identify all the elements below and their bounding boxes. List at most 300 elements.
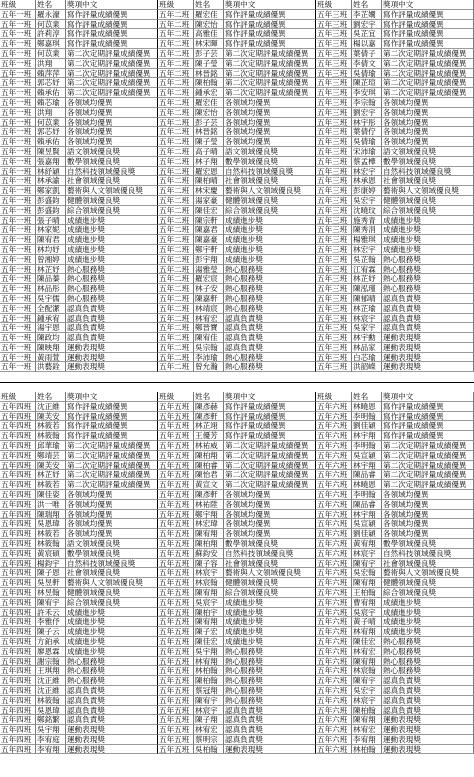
name-cell: 鍾承宏 — [194, 88, 224, 98]
table-row — [0, 98, 474, 108]
table-row — [0, 69, 474, 79]
award-cell: 運動表現獎 — [382, 745, 474, 755]
name-cell: 林昱翰 — [36, 588, 66, 598]
table-row — [0, 549, 474, 559]
award-cell: 獎項中文 — [66, 392, 158, 402]
class-cell: 五年一班 — [0, 333, 36, 343]
class-cell: 五年五班 — [158, 637, 194, 647]
award-cell: 熱心服務獎 — [382, 657, 474, 667]
table-row — [0, 216, 474, 226]
name-cell: 陳柏翰 — [194, 676, 224, 686]
class-cell: 五年五班 — [158, 441, 194, 451]
class-cell: 五年一班 — [0, 137, 36, 147]
name-cell: 林芷翊 — [194, 421, 224, 431]
award-cell: 藝術與人文領域優良獎 — [382, 186, 474, 196]
class-cell: 五年五班 — [158, 470, 194, 480]
table-row — [0, 715, 474, 725]
class-cell: 五年一班 — [0, 274, 36, 284]
name-cell: 林柏翰 — [352, 745, 382, 755]
class-cell: 五年三班 — [316, 20, 352, 30]
name-cell: 楊以嘉 — [352, 39, 382, 49]
name-cell: 陳宏怡 — [194, 108, 224, 118]
class-cell: 五年五班 — [158, 706, 194, 716]
award-cell: 熱心服務獎 — [224, 696, 316, 706]
table-row — [0, 480, 474, 490]
table-row — [0, 323, 474, 333]
award-cell: 各領域均優異 — [66, 127, 158, 137]
class-cell: 班級 — [158, 0, 194, 10]
award-cell: 成績進步獎 — [224, 608, 316, 618]
class-cell: 五年二班 — [158, 323, 194, 333]
class-cell: 五年一班 — [0, 304, 36, 314]
name-cell: 吳倩瑜 — [352, 69, 382, 79]
name-cell: 吳宸宇 — [352, 608, 382, 618]
class-cell: 五年五班 — [158, 608, 194, 618]
class-cell: 五年三班 — [316, 118, 352, 128]
name-cell: 彭盛鈞 — [36, 206, 66, 216]
table-row — [0, 568, 474, 578]
class-cell: 五年一班 — [0, 108, 36, 118]
name-cell: 林宸翰 — [352, 666, 382, 676]
name-cell: 洪韶嶸 — [352, 362, 382, 372]
class-cell: 五年二班 — [158, 304, 194, 314]
award-cell: 數學領域優良獎 — [66, 549, 158, 559]
award-cell: 成績進步獎 — [66, 647, 158, 657]
name-cell: 李芷嫺 — [352, 10, 382, 20]
award-cell: 各領域均優異 — [224, 490, 316, 500]
class-cell: 五年二班 — [158, 118, 194, 128]
award-cell: 藝術與人文領域優良獎 — [66, 578, 158, 588]
award-cell: 各領域均優異 — [224, 118, 316, 128]
class-cell: 五年六班 — [316, 470, 352, 480]
award-cell: 成績進步獎 — [382, 617, 474, 627]
class-cell: 五年五班 — [158, 421, 194, 431]
class-cell: 五年四班 — [0, 402, 36, 412]
class-cell: 班級 — [158, 392, 194, 402]
name-cell: 林筱翰 — [36, 696, 66, 706]
name-cell: 李明翰 — [352, 441, 382, 451]
name-cell: 李明翰 — [352, 490, 382, 500]
table-row — [0, 137, 474, 147]
award-cell: 熱心服務獎 — [224, 274, 316, 284]
name-cell: 陳泓瑾 — [352, 284, 382, 294]
name-cell: 陳映翔 — [36, 343, 66, 353]
class-cell: 五年六班 — [316, 510, 352, 520]
name-cell: 洪一唯 — [36, 500, 66, 510]
award-cell: 成績進步獎 — [224, 245, 316, 255]
award-cell: 各領域均優異 — [66, 529, 158, 539]
name-cell: 陳秀涓 — [352, 225, 382, 235]
name-cell: 陳宥宇 — [36, 598, 66, 608]
award-cell: 數學領域優良獎 — [66, 157, 158, 167]
name-cell: 林筱翰 — [36, 431, 66, 441]
award-cell: 第二次定期評量成績優異 — [382, 59, 474, 69]
class-cell: 五年一班 — [0, 196, 36, 206]
name-cell: 林芷妤 — [36, 265, 66, 275]
class-cell: 五年二班 — [158, 314, 194, 324]
award-cell: 寫作評量成績優異 — [224, 20, 316, 30]
class-cell: 五年四班 — [0, 568, 36, 578]
name-cell: 沈正維 — [36, 686, 66, 696]
award-cell: 各領域均優異 — [66, 108, 158, 118]
class-cell: 五年四班 — [0, 431, 36, 441]
name-cell: 吳芷翰 — [352, 255, 382, 265]
class-cell: 五年五班 — [158, 657, 194, 667]
award-cell: 成績進步獎 — [66, 637, 158, 647]
class-cell: 五年三班 — [316, 69, 352, 79]
award-cell: 熱心服務獎 — [224, 265, 316, 275]
award-cell: 第二次定期評量成績優異 — [224, 441, 316, 451]
name-cell: 姓名 — [194, 0, 224, 10]
name-cell: 陳子瑩 — [194, 59, 224, 69]
name-cell: 羅宏佳 — [194, 98, 224, 108]
award-cell: 運動表現獎 — [66, 745, 158, 755]
award-cell: 認真負責獎 — [66, 686, 158, 696]
name-cell: 吳宇儒 — [36, 294, 66, 304]
award-cell: 社會領域優良獎 — [66, 176, 158, 186]
award-cell: 第二次定期評量成績優異 — [382, 441, 474, 451]
award-cell: 社會領域優良獎 — [224, 559, 316, 569]
award-cell: 第二次定期評量成績優異 — [382, 69, 474, 79]
class-cell: 班級 — [316, 392, 352, 402]
name-cell: 林均妤 — [36, 245, 66, 255]
award-cell: 數學領域優良獎 — [224, 539, 316, 549]
award-cell: 健體領域優良獎 — [382, 196, 474, 206]
award-cell: 各領域均優異 — [66, 98, 158, 108]
award-cell: 各領域均優異 — [382, 108, 474, 118]
table-row — [0, 735, 474, 745]
table-row — [0, 490, 474, 500]
class-cell: 五年二班 — [158, 157, 194, 167]
award-cell: 自然科技領域優良獎 — [224, 549, 316, 559]
table-row — [0, 637, 474, 647]
class-cell: 五年五班 — [158, 431, 194, 441]
name-cell: 彭子芸 — [194, 118, 224, 128]
name-cell: 陳柏宇 — [194, 608, 224, 618]
award-cell: 各領域均優異 — [224, 519, 316, 529]
class-cell: 五年六班 — [316, 588, 352, 598]
class-cell: 五年五班 — [158, 539, 194, 549]
class-cell: 五年六班 — [316, 686, 352, 696]
name-cell: 林宸宇 — [352, 549, 382, 559]
award-cell: 成績進步獎 — [224, 225, 316, 235]
award-cell: 第二次定期評量成績優異 — [224, 69, 316, 79]
name-cell: 吳昱軒 — [36, 578, 66, 588]
class-cell: 五年四班 — [0, 461, 36, 471]
award-cell: 寫作評量成績優異 — [66, 29, 158, 39]
table-row — [0, 402, 474, 412]
name-cell: 陳芙安 — [36, 461, 66, 471]
name-cell: 洪翔 — [36, 108, 66, 118]
award-cell: 寫作評量成績優異 — [382, 20, 474, 30]
class-cell: 五年四班 — [0, 715, 36, 725]
class-cell: 五年三班 — [316, 39, 352, 49]
name-cell: 黃宸碩 — [36, 549, 66, 559]
award-cell: 第二次定期評量成績優異 — [382, 78, 474, 88]
award-cell: 各領域均優異 — [382, 510, 474, 520]
table-row — [0, 78, 474, 88]
award-table-bottom — [0, 392, 474, 754]
name-cell: 姓名 — [194, 392, 224, 402]
class-cell: 五年五班 — [158, 725, 194, 735]
name-cell: 陳品睿 — [352, 500, 382, 510]
table-row — [0, 157, 474, 167]
table-row — [0, 470, 474, 480]
award-cell: 各領域均優異 — [382, 98, 474, 108]
name-cell: 陳瑞翔 — [36, 510, 66, 520]
award-cell: 成績進步獎 — [66, 617, 158, 627]
class-cell: 五年一班 — [0, 284, 36, 294]
award-cell: 各領域均優異 — [66, 500, 158, 510]
class-cell: 五年二班 — [158, 49, 194, 59]
class-cell: 五年一班 — [0, 39, 36, 49]
award-cell: 藝術與人文領域優良獎 — [224, 186, 316, 196]
class-cell: 五年三班 — [316, 245, 352, 255]
class-cell: 五年三班 — [316, 304, 352, 314]
table-row — [0, 529, 474, 539]
name-cell: 林宇翔 — [352, 510, 382, 520]
name-cell: 林芷瑜 — [352, 304, 382, 314]
class-cell: 五年二班 — [158, 39, 194, 49]
class-cell: 五年六班 — [316, 451, 352, 461]
table-row — [0, 274, 474, 284]
class-cell: 五年一班 — [0, 265, 36, 275]
class-cell: 五年一班 — [0, 225, 36, 235]
class-cell: 五年五班 — [158, 412, 194, 422]
award-cell: 運動表現獎 — [382, 735, 474, 745]
name-cell: 湯家豪 — [194, 196, 224, 206]
award-cell: 各領域均優異 — [224, 127, 316, 137]
award-cell: 第二次定期評量成績優異 — [224, 451, 316, 461]
name-cell: 林宇勳 — [352, 333, 382, 343]
class-cell: 五年六班 — [316, 549, 352, 559]
name-cell: 陳芙安 — [36, 412, 66, 422]
award-cell: 認真負責獎 — [66, 304, 158, 314]
name-cell: 林晉銘 — [194, 69, 224, 79]
name-cell: 林宸翰 — [194, 578, 224, 588]
award-cell: 熱心服務獎 — [224, 362, 316, 372]
name-cell: 姓名 — [352, 0, 382, 10]
class-cell: 五年五班 — [158, 568, 194, 578]
table-row — [0, 686, 474, 696]
name-cell: 陳子云 — [36, 627, 66, 637]
class-cell: 五年一班 — [0, 10, 36, 20]
class-cell: 五年六班 — [316, 539, 352, 549]
table-row — [0, 176, 474, 186]
award-cell: 數學領域優良獎 — [224, 157, 316, 167]
name-cell: 陳嘉豪 — [194, 235, 224, 245]
award-cell: 第二次定期評量成績優異 — [224, 480, 316, 490]
name-cell: 林宥翔 — [352, 627, 382, 637]
award-cell: 寫作評量成績優異 — [382, 10, 474, 20]
class-cell: 五年四班 — [0, 441, 36, 451]
name-cell: 黃雨萱 — [36, 353, 66, 363]
name-cell: 陳佳宏 — [352, 637, 382, 647]
table-row — [0, 294, 474, 304]
name-cell: 林芷妤 — [36, 470, 66, 480]
table-row — [0, 235, 474, 245]
award-cell: 各領域均優異 — [66, 137, 158, 147]
class-cell: 五年三班 — [316, 314, 352, 324]
name-cell: 陳宥翔 — [352, 657, 382, 667]
class-cell: 五年六班 — [316, 617, 352, 627]
name-cell: 許莉淳 — [36, 29, 66, 39]
name-cell: 陳品睿 — [352, 470, 382, 480]
name-cell: 林晉銘 — [194, 127, 224, 137]
name-cell: 黃宥翔 — [352, 539, 382, 549]
award-cell: 寫作評量成績優異 — [66, 402, 158, 412]
class-cell: 五年四班 — [0, 578, 36, 588]
class-cell: 五年六班 — [316, 529, 352, 539]
name-cell: 姓名 — [352, 392, 382, 402]
class-cell: 五年六班 — [316, 500, 352, 510]
class-cell: 五年三班 — [316, 157, 352, 167]
name-cell: 陳柏翰 — [352, 706, 382, 716]
class-cell: 五年三班 — [316, 353, 352, 363]
name-cell: 林祐陞 — [194, 500, 224, 510]
class-cell: 五年六班 — [316, 480, 352, 490]
class-cell: 五年一班 — [0, 186, 36, 196]
award-cell: 第二次定期評量成績優異 — [382, 470, 474, 480]
name-cell: 李沛瑜 — [194, 353, 224, 363]
name-cell: 陳子翔 — [194, 715, 224, 725]
name-cell: 鄭宇翔 — [194, 510, 224, 520]
award-cell: 各領域均優異 — [224, 510, 316, 520]
name-cell: 劉佳穎 — [352, 529, 382, 539]
name-cell: 林紓穎 — [36, 167, 66, 177]
award-cell: 成績進步獎 — [66, 608, 158, 618]
name-cell: 陳宥君 — [36, 235, 66, 245]
name-cell: 施秀青 — [352, 216, 382, 226]
award-cell: 認真負責獎 — [382, 706, 474, 716]
table-row — [0, 412, 474, 422]
name-cell: 陳政均 — [36, 333, 66, 343]
class-cell: 五年三班 — [316, 88, 352, 98]
name-cell: 沈正維 — [36, 402, 66, 412]
name-cell: 郭芯妤 — [36, 127, 66, 137]
name-cell: 賴萍萍 — [36, 69, 66, 79]
table-row — [0, 225, 474, 235]
name-cell: 林宥宏 — [352, 647, 382, 657]
name-cell: 李安琪 — [352, 88, 382, 98]
class-cell: 五年一班 — [0, 98, 36, 108]
name-cell: 林筱若 — [36, 480, 66, 490]
award-cell: 數學領域優良獎 — [382, 539, 474, 549]
award-cell: 第二次定期評量成績優異 — [382, 480, 474, 490]
class-cell: 五年六班 — [316, 519, 352, 529]
award-cell: 第二次定期評量成績優異 — [224, 88, 316, 98]
name-cell: 何苡業 — [36, 49, 66, 59]
award-cell: 第二次定期評量成績優異 — [66, 451, 158, 461]
class-cell: 五年二班 — [158, 186, 194, 196]
award-cell: 認真負責獎 — [66, 323, 158, 333]
table-row — [0, 362, 474, 372]
award-cell: 成績進步獎 — [382, 627, 474, 637]
name-cell: 羅宏佳 — [194, 10, 224, 20]
class-cell: 五年一班 — [0, 206, 36, 216]
name-cell: 鄭銘繁 — [36, 715, 66, 725]
award-cell: 寫作評量成績優異 — [224, 431, 316, 441]
class-cell: 五年二班 — [158, 235, 194, 245]
award-cell: 第二次定期評量成績優異 — [382, 451, 474, 461]
award-cell: 熱心服務獎 — [224, 647, 316, 657]
class-cell: 五年四班 — [0, 627, 36, 637]
class-cell: 五年五班 — [158, 647, 194, 657]
name-cell: 林宸宇 — [194, 706, 224, 716]
award-cell: 認真負責獎 — [382, 314, 474, 324]
class-cell: 五年六班 — [316, 696, 352, 706]
class-cell: 五年五班 — [158, 676, 194, 686]
award-cell: 運動表現獎 — [382, 333, 474, 343]
table-row — [0, 196, 474, 206]
award-cell: 熱心服務獎 — [224, 284, 316, 294]
award-cell: 寫作評量成績優異 — [382, 402, 474, 412]
class-cell: 五年四班 — [0, 519, 36, 529]
class-cell: 五年六班 — [316, 706, 352, 716]
class-cell: 五年四班 — [0, 412, 36, 422]
name-cell: 湯宇恩 — [36, 323, 66, 333]
award-cell: 寫作評量成績優異 — [382, 29, 474, 39]
award-cell: 綜合領域優良獎 — [382, 206, 474, 216]
class-cell: 五年六班 — [316, 735, 352, 745]
class-cell: 五年三班 — [316, 255, 352, 265]
award-cell: 熱心服務獎 — [382, 666, 474, 676]
class-cell: 五年四班 — [0, 451, 36, 461]
class-cell: 五年一班 — [0, 20, 36, 30]
name-cell: 陳柏睿 — [194, 461, 224, 471]
award-cell: 語文領域優良獎 — [66, 539, 158, 549]
name-cell: 李雅伃 — [36, 617, 66, 627]
award-cell: 寫作評量成績優異 — [66, 421, 158, 431]
name-cell: 林宥翔 — [194, 657, 224, 667]
class-cell: 五年五班 — [158, 617, 194, 627]
class-cell: 五年五班 — [158, 578, 194, 588]
name-cell: 陳柏翰 — [194, 78, 224, 88]
name-cell: 陳郁晴 — [352, 294, 382, 304]
award-cell: 熱心服務獎 — [382, 274, 474, 284]
class-cell: 五年二班 — [158, 225, 194, 235]
award-cell: 寫作評量成績優異 — [224, 402, 316, 412]
name-cell: 林承恩 — [352, 176, 382, 186]
class-cell: 五年五班 — [158, 480, 194, 490]
name-cell: 吳宏宇 — [352, 196, 382, 206]
name-cell: 李明翰 — [352, 412, 382, 422]
award-cell: 運動表現獎 — [66, 725, 158, 735]
class-cell: 五年二班 — [158, 362, 194, 372]
name-cell: 林筱若 — [36, 421, 66, 431]
class-cell: 五年二班 — [158, 274, 194, 284]
name-cell: 黃子晴 — [352, 617, 382, 627]
name-cell: 林品家 — [352, 343, 382, 353]
name-cell: 陳宥翔 — [194, 588, 224, 598]
name-cell: 曹宥翔 — [352, 598, 382, 608]
award-cell: 認真負責獎 — [224, 715, 316, 725]
class-cell: 班級 — [316, 0, 352, 10]
award-cell: 健體領域優良獎 — [382, 578, 474, 588]
name-cell: 林宥宏 — [194, 725, 224, 735]
class-cell: 五年一班 — [0, 49, 36, 59]
award-cell: 成績進步獎 — [382, 598, 474, 608]
class-cell: 五年五班 — [158, 510, 194, 520]
class-cell: 五年二班 — [158, 69, 194, 79]
name-cell: 林宇彤 — [352, 118, 382, 128]
award-cell: 成績進步獎 — [66, 245, 158, 255]
name-cell: 陳嘉軒 — [194, 294, 224, 304]
name-cell: 賴芯瑜 — [36, 98, 66, 108]
name-cell: 林宋暉 — [194, 39, 224, 49]
class-cell: 五年六班 — [316, 568, 352, 578]
name-cell: 陳柏晴 — [194, 176, 224, 186]
